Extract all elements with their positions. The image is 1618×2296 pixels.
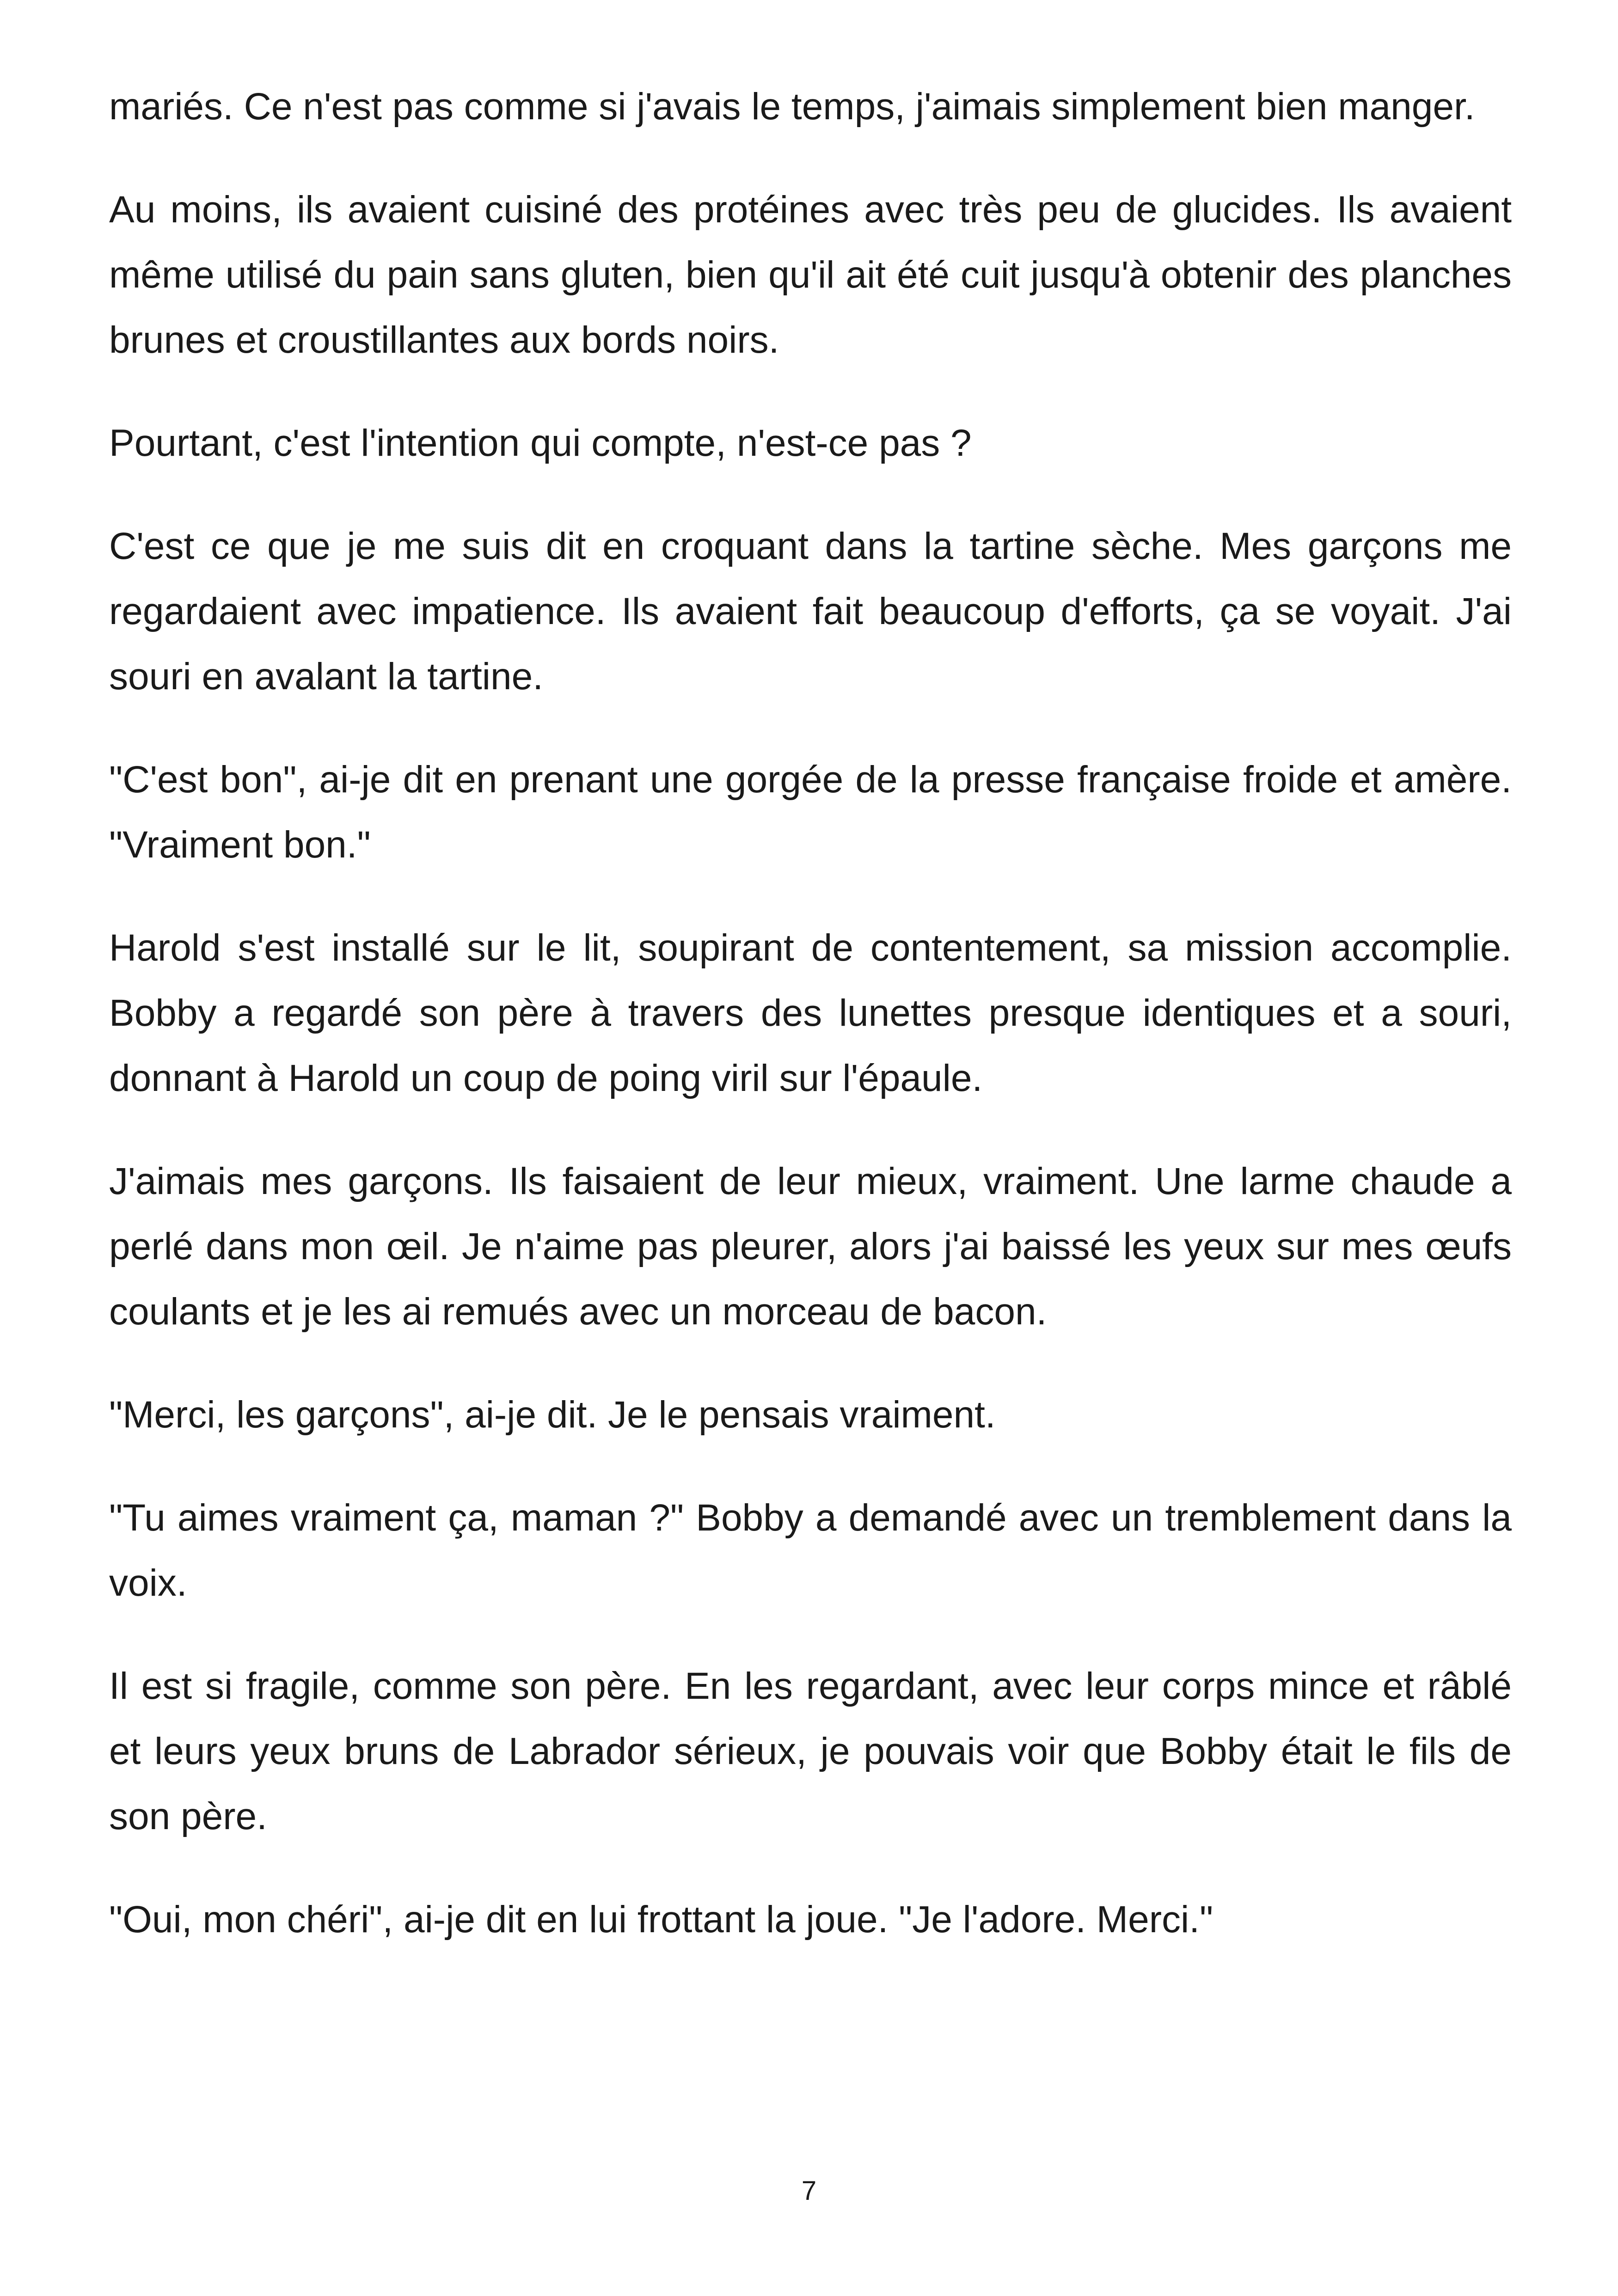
page-number: 7 bbox=[801, 2176, 817, 2206]
paragraph-9: "Tu aimes vraiment ça, maman ?" Bobby a demandé avec un tremblement dans la voix. bbox=[109, 1497, 1512, 1604]
paragraph-4: C'est ce que je me suis dit en croquant dans la tartine sèche. Mes garçons me regardaient avec impatience. Ils avaient fait beaucoup d'efforts, ça se voyait. J'ai souri en avalant la tartine. bbox=[109, 525, 1512, 698]
paragraph-1: mariés. Ce n'est pas comme si j'avais le temps, j'aimais simplement bien manger. bbox=[109, 86, 1475, 128]
body-text bbox=[109, 74, 1512, 1990]
paragraph-5: "C'est bon", ai-je dit en prenant une gorgée de la presse française froide et amère. "Vraiment bon." bbox=[109, 759, 1512, 866]
paragraph-10: Il est si fragile, comme son père. En les regardant, avec leur corps mince et râblé et leurs yeux bruns de Labrador sérieux, je pouvais voir que Bobby était le fils de son père. bbox=[109, 1665, 1512, 1837]
paragraph-6: Harold s'est installé sur le lit, soupirant de contentement, sa mission accomplie. Bobby a regardé son père à travers des lunettes presque identiques et a souri, donnant à Harold un coup de poing viril sur l'épaule. bbox=[109, 927, 1512, 1099]
paragraph-3: Pourtant, c'est l'intention qui compte, n'est-ce pas ? bbox=[109, 422, 972, 464]
paragraph-11: "Oui, mon chéri", ai-je dit en lui frottant la joue. "Je l'adore. Merci." bbox=[109, 1898, 1214, 1941]
paragraph-2: Au moins, ils avaient cuisiné des protéines avec très peu de glucides. Ils avaient même utilisé du pain sans gluten, bien qu'il ait été cuit jusqu'à obtenir des planches brunes et croustillantes aux bords noirs. bbox=[109, 189, 1512, 361]
paragraph-7: J'aimais mes garçons. Ils faisaient de leur mieux, vraiment. Une larme chaude a perlé dans mon œil. Je n'aime pas pleurer, alors j'ai baissé les yeux sur mes œufs coulants et je les ai remués avec un morceau de bacon. bbox=[109, 1160, 1512, 1333]
paragraph-8: "Merci, les garçons", ai-je dit. Je le pensais vraiment. bbox=[109, 1394, 996, 1436]
